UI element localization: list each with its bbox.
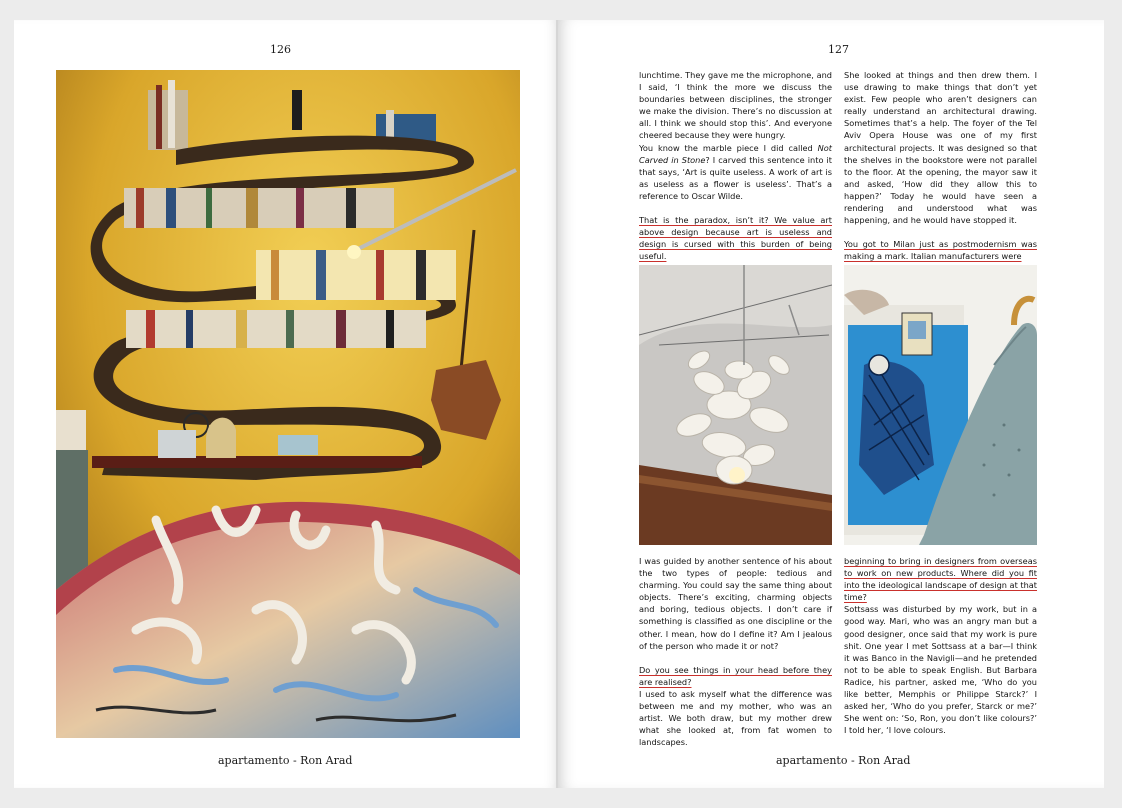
paragraph <box>639 142 832 202</box>
paragraph-text: You know the marble piece I did called <box>639 142 818 153</box>
text-column-2-top <box>844 69 1037 262</box>
text-column-1-bottom <box>639 555 832 748</box>
text-column-1-top <box>639 69 832 262</box>
text-column-2-bottom <box>844 555 1037 736</box>
poster-illustration <box>844 265 1037 545</box>
bookshelf-photo <box>56 70 520 738</box>
paragraph: She looked at things and then drew them. I use drawing to make things that don’t yet exist. Few people who aren’t designers can really understand an architectural drawing. Sometimes that’s a help. The foyer of the Tel Aviv Opera House was one of my first architectural projects. It was designed so that the shelves in the bookstore were not parallel to the floor. At the opening, the mayor saw it and asked, ‘How did they allow this to happen?’ Today he would have seen a rendering and understood what was happening, and he would have stopped it. <box>844 70 1037 226</box>
paragraph: I was guided by another sentence of his about the two types of people: tedious and charming. You could say the same thing about objects. There’s exciting, charming objects and boring, tedious objects. I don’t care if something is classified as one discipline or the other. I mean, how do I define it? Am I jealous of the person who made it or not? <box>639 556 832 651</box>
poster-photo <box>844 265 1037 545</box>
chandelier-illustration <box>639 265 832 545</box>
paragraph: lunchtime. They gave me the microphone, and I said, ‘I think the more we discuss the boundaries between disciplines, the stronger we make the division. There’s no discussion at all. I think we should stop this’. And everyone cheered because they were hungry. <box>639 70 832 141</box>
paragraph-text: ? I carved this sentence into it that says, ‘Art is quite useless. A work of art is as useless as a flower is useless’. That’s a reference to Oscar Wilde. <box>639 154 832 201</box>
page-number-right: 127 <box>828 43 849 56</box>
right-page <box>558 20 1104 788</box>
paragraph: I used to ask myself what the difference was between me and my mother, who was an artist. We both draw, but my mother drew what she looked at, from fat women to landscapes. <box>639 688 832 748</box>
paragraph: Sottsass was disturbed by my work, but in a good way. Mari, who was an angry man but a good designer, once said that my work is pure shit. One year I met Sottsass at a bar—I think it was Banco in the Navigli—and he pretended not to be able to speak English. But Barbara Radice, his partner, asked me, ‘Who do you like better, Memphis or Philippe Starck?’ I asked her, ‘Who do you prefer, Starck or me?’ She went on: ‘So, Ron, you don’t like colours?’ I told her, ‘I love colours. <box>844 604 1037 736</box>
interview-question: Do you see things in your head before they are realised? <box>639 664 832 687</box>
interview-question: You got to Milan just as postmodernism was making a mark. Italian manufacturers were <box>844 239 1037 262</box>
page-number-left: 126 <box>270 43 291 56</box>
chandelier-photo <box>639 265 832 545</box>
bookshelf-illustration <box>56 70 520 738</box>
interview-question: beginning to bring in designers from overseas to work on new products. Where did you fit into the ideological landscape of design at that time? <box>844 556 1038 603</box>
footer-left: apartamento - Ron Arad <box>218 754 353 767</box>
artwork-title: Not Carved in Stone <box>639 142 832 165</box>
left-page <box>14 20 558 788</box>
interview-question: That is the paradox, isn’t it? We value art above design because art is useless and design is cursed with this burden of being useful. <box>639 215 832 262</box>
footer-right: apartamento - Ron Arad <box>776 754 911 767</box>
